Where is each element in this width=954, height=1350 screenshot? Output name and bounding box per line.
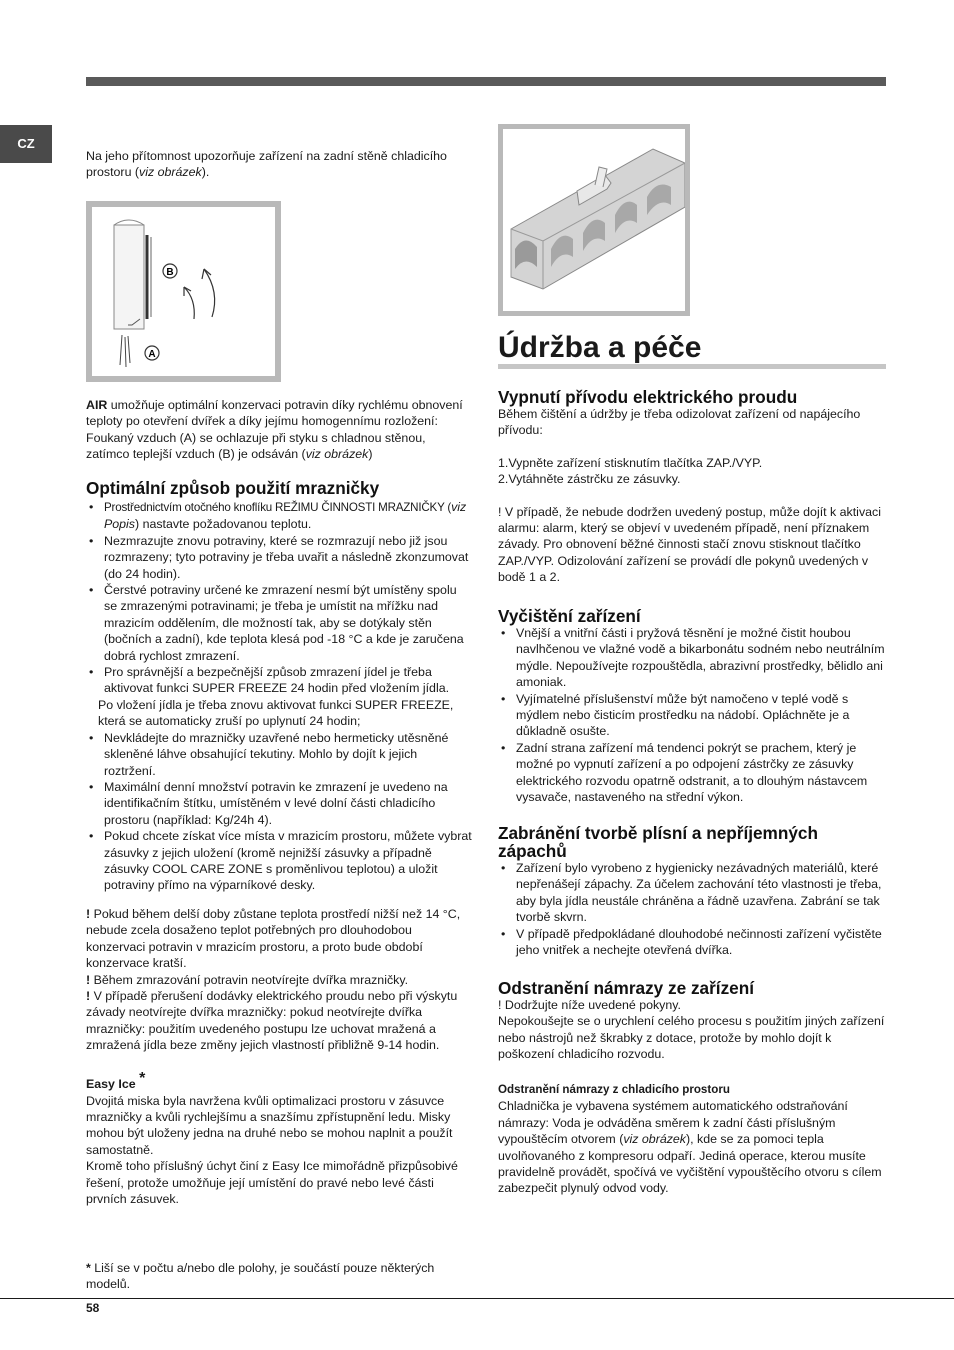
easy-ice-paragraph-1: Dvojitá miska byla navržena kvůli optimalizaci prostoru v zásuvce mrazničky a kvůli rychlejšímu a snazšímu zpřístupnění ledu. Misky mohou být uloženy jedna na druhé nebo se mohou naplnit a použít samostatně. <box>86 1093 453 1157</box>
air-end: ) <box>368 447 373 462</box>
air-text: umožňuje optimální konzervaci potravin díky rychlému obnovení teploty po otevření dvířek a díky jejímu homogennímu rozložení: Foukaný vzduch (A) se ochlazuje při styku s chladnou stěnou, zatímco teplejší vzduch (B) je odsáván ( <box>86 398 463 462</box>
power-section <box>498 388 886 586</box>
power-warning: ! V případě, že nebude dodržen uvedený postup, může dojít k aktivaci alarmu: alarm, který se objeví v uvedeném případě, není příznakem závady. Pro obnovení běžné činnosti stačí znovu stisknout tlačítko ZAP./VYP. Odizolování zařízení se provádí dle pokynů uvedených v bodě 1 a 2. <box>498 504 881 585</box>
intro-text: Na jeho přítomnost upozorňuje zařízení na zadní stěně chladicího prostoru ( <box>86 149 447 180</box>
header-bar <box>86 77 886 86</box>
mold-list <box>498 860 886 958</box>
intro-figure-ref: viz obrázek <box>139 165 202 180</box>
clean-item: • Vyjímatelné příslušenství může být namočeno v teplé vodě s mýdlem nebo čisticím prostředku na nádobí. Opláchněte je a důkladně osušte. <box>498 691 886 740</box>
freezer-list-2 <box>86 730 472 894</box>
clean-item: • Vnější a vnitřní části i pryžová těsnění je možné čistit houbou navlhčenou ve vlažné vodě a bikarbonátu sodném nebo neutrálním mýdle. Nepoužívejte rozpouštědla, abrazivní prostředky, bělidlo ani amoniak. <box>498 625 886 691</box>
mold-item: • V případě předpokládané dlouhodobé nečinnosti zařízení vyčistěte jeho vnitřek a nechejte otevřená dvířka. <box>498 926 886 959</box>
fridge-defrost-paragraph: Chladnička je vybavena systémem automatického odstraňování námrazy: Voda je odváděna směrem k zadní části příslušným vypouštěcím otvorem (viz obrázek), kde se za pomoci tepla uvolňovaného z kompresoru odpaří. Jediná operace, kterou musíte pravidelně provádět, spočívá ve vyčištění vypouštěcího otvoru s cílem zabezpečit plynulý odvod vody. <box>498 1099 882 1196</box>
freezer-item: • Pro správnější a bezpečnější způsob zmrazení jídel je třeba aktivovat funkci SUPER FREEZE 24 hodin před vložením jídla. <box>86 664 472 697</box>
warning-1: ! Pokud během delší doby zůstane teplota prostředí nižší než 14 °C, nebude zcela dosaženo teplot potřebných pro dlouhodobou konzervaci potravin v mrazicím prostoru, a proto bude období konzervace kratší. <box>86 907 461 971</box>
power-step-2: 2.Vytáhněte zástrčku ze zásuvky. <box>498 472 681 487</box>
label-a: A <box>148 349 156 360</box>
language-tab <box>0 125 52 163</box>
easy-ice-heading: Easy Ice * <box>86 1070 146 1092</box>
warnings <box>86 906 472 1054</box>
air-flow-figure <box>86 201 281 382</box>
freezer-list <box>86 499 472 697</box>
warning-3: ! V případě přerušení dodávky elektrického proudu nebo při výskytu závady neotvírejte dvířka mrazničky: pokud neotvírejte dvířka mrazničky: použitím uvedeného postupu lze uchovat mražená a zmražená jídla beze změny jejich vlastností přibližně 9-14 hodin. <box>86 989 458 1053</box>
intro-paragraph <box>86 148 472 181</box>
easy-ice-section <box>86 1071 472 1207</box>
freezer-item: • Nezmrazujte znovu potraviny, které se rozmrazují nebo již jsou rozmrazeny; tyto potraviny je třeba uvařit a následně zkonzumovat (do 24 hodin). <box>86 533 472 582</box>
intro-end: ). <box>201 165 210 180</box>
clean-section <box>498 607 886 805</box>
clean-list <box>498 625 886 805</box>
freezer-item: • Čerstvé potraviny určené ke zmrazení nesmí být umístěny spolu se zmrazenými potravinami; je třeba je umístit na mřížku nad mrazicím oddělením, dle možností tak, aby se dotýkaly stěn (bočních a zadní), kde teplota klesá pod -18 °C a kde je zaručena dobrá rychlost zmrazení. <box>86 582 472 664</box>
defrost-note: ! Dodržujte níže uvedené pokyny. <box>498 998 681 1012</box>
warning-2: ! Během zmrazování potravin neotvírejte dvířka mrazničky. <box>86 972 409 987</box>
power-step-1: 1.Vypněte zařízení stisknutím tlačítka ZAP./VYP. <box>498 455 763 470</box>
air-flow-diagram <box>92 207 275 376</box>
defrost-paragraph: Nepokoušejte se o urychlení celého procesu s použitím jiných zařízení nebo nástrojů než škrabky z dotace, protože by mohlo dojít k poškození chladicího rozvodu. <box>498 1014 885 1062</box>
freezer-section <box>86 479 472 894</box>
air-paragraph <box>86 397 472 463</box>
freezer-item: • Pokud chcete získat více místa v mrazicím prostoru, můžete vybrat zásuvky z jejich uložení (kromě nejnižší zásuvky a případně zásuvky COOL CARE ZONE s proměnlivou teplotou) a uložit potraviny přímo na výparníkové desky. <box>86 828 472 894</box>
easy-ice-paragraph-2: Kromě toho příslušný úchyt činí z Easy Ice mimořádně přizpůsobivé řešení, protože umožňuje její umístění do pravé nebo levé části prvních zásuvek. <box>86 1159 458 1206</box>
fridge-defrost-heading: Odstranění námrazy z chladicího prostoru <box>498 1083 730 1096</box>
asterisk-mark: * <box>139 1070 146 1087</box>
power-heading: Vypnutí přívodu elektrického proudu <box>498 387 798 407</box>
page-number: 58 <box>86 1301 100 1315</box>
defrost-section <box>498 979 886 1063</box>
fridge-defrost-section <box>498 1082 886 1197</box>
footer-rule <box>0 1298 954 1299</box>
clean-heading: Vyčištění zařízení <box>498 606 641 626</box>
freezer-item: • Prostřednictvím otočného knoflíku REŽIMU ČINNOSTI MRAZNIČKY (viz Popis) nastavte požadovanou teplotu. <box>86 499 472 533</box>
air-label: AIR <box>86 398 108 412</box>
mold-heading: Zabránění tvorbě plísní a nepříjemných zápachů <box>498 823 818 861</box>
page-title: Údržba a péče <box>498 331 702 364</box>
label-b: B <box>166 267 174 278</box>
defrost-heading: Odstranění námrazy ze zařízení <box>498 978 754 998</box>
title-underline <box>498 364 886 369</box>
language-label: CZ <box>17 135 35 151</box>
freezer-continuation: Po vložení jídla je třeba znovu aktivovat funkci SUPER FREEZE, která se automaticky zruší po uplynutí 24 hodin; <box>98 697 454 729</box>
footnote: * Liší se v počtu a/nebo dle polohy, je součástí pouze některých modelů. <box>86 1261 435 1292</box>
power-paragraph: Během čištění a údržby je třeba odizolovat zařízení od napájecího přívodu: <box>498 407 861 438</box>
clean-item: • Zadní strana zařízení má tendenci pokrýt se prachem, který je možné po vypnutí zařízení a po odpojení zástrčky ze zásuvky elektrického rozvodu opatrně odstranit, a to dlouhým nástavcem vysavače, nastaveného na střední výkon. <box>498 740 886 806</box>
mold-section <box>498 824 886 958</box>
mold-item: • Zařízení bylo vyrobeno z hygienicky nezávadných materiálů, které nepřenášejí zápachy. Za účelem zachování této vlastnosti je třeba, aby byla jídla neustále chráněna a řádně uzavřena. Zabrání se tak tvorbě skvrn. <box>498 860 886 926</box>
drain-clip-figure <box>498 124 690 316</box>
freezer-item: • Nevkládejte do mrazničky uzavřené nebo hermeticky utěsněné skleněné láhve obsahující tekutiny. Mohlo by dojít k jejich roztržení. <box>86 730 472 779</box>
air-figure-ref: viz obrázek <box>305 447 369 462</box>
freezer-heading: Optimální způsob použití mrazničky <box>86 478 380 498</box>
freezer-item: • Maximální denní množství potravin ke zmrazení je uvedeno na identifikačním štítku, umístěném v levé dolní části chladicího prostoru (například: Kg/24h 4). <box>86 779 472 828</box>
drain-clip-illustration <box>503 129 685 311</box>
